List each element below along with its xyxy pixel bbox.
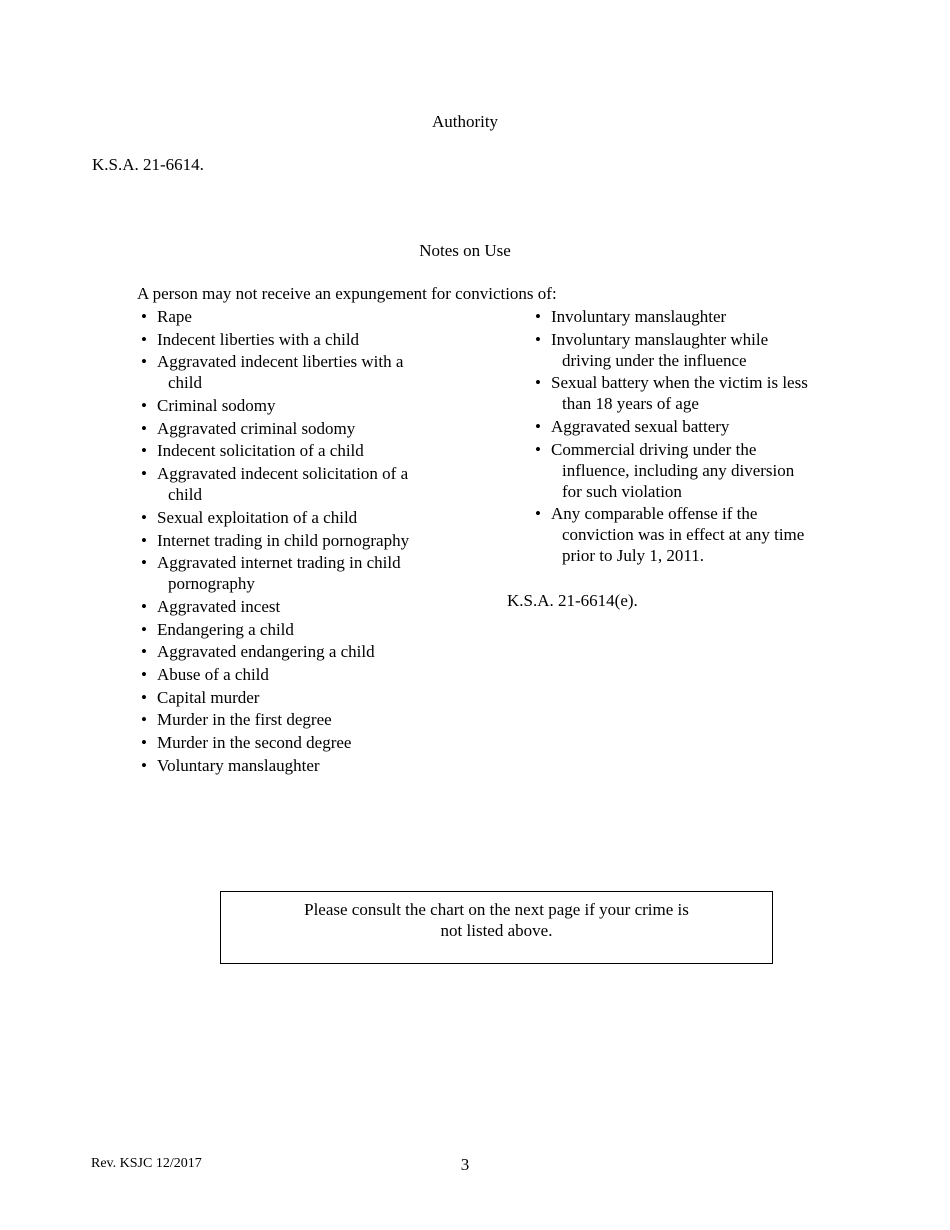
list-item-text: Commercial driving under the (551, 439, 757, 459)
list-item-text: Aggravated sexual battery (551, 417, 730, 437)
list-item (137, 732, 447, 753)
list-item (531, 306, 841, 327)
list-item (137, 395, 447, 416)
list-item (137, 755, 447, 776)
notice-line-1: Please consult the chart on the next page if your crime is (304, 900, 689, 919)
list-item-text: Aggravated incest (157, 596, 281, 616)
list-item (137, 641, 447, 662)
notice-line-2: not listed above. (440, 921, 553, 940)
list-item-continuation: child (168, 485, 202, 505)
list-item (531, 503, 841, 566)
list-item (137, 687, 447, 708)
list-item-text: Indecent solicitation of a child (157, 441, 364, 461)
notes-citation: K.S.A. 21-6614(e). (507, 591, 638, 610)
list-item-continuation: child (168, 373, 202, 393)
list-item-continuation: conviction was in effect at any time (562, 525, 805, 545)
notes-intro: A person may not receive an expungement for convictions of: (137, 284, 557, 303)
list-item-text: Indecent liberties with a child (157, 329, 360, 349)
list-item-text: Capital murder (157, 687, 260, 707)
list-item-text: Aggravated endangering a child (157, 642, 375, 662)
list-item-continuation: influence, including any diversion (562, 460, 795, 480)
list-item (137, 530, 447, 551)
list-item (531, 439, 841, 502)
list-item (531, 416, 841, 437)
footer-revision: Rev. KSJC 12/2017 (91, 1156, 202, 1171)
list-item (137, 619, 447, 640)
right-offense-list (531, 306, 841, 568)
footer-page-number: 3 (460, 1155, 470, 1174)
list-item-text: Internet trading in child pornography (157, 530, 410, 550)
list-item-text: Voluntary manslaughter (157, 755, 320, 775)
left-offense-list (137, 306, 447, 777)
list-item-continuation: driving under the influence (562, 350, 747, 370)
list-item-text: Aggravated indecent liberties with a (157, 352, 404, 372)
list-item-text: Rape (157, 307, 192, 326)
list-item-text: Murder in the second degree (157, 733, 352, 752)
list-item-text: Any comparable offense if the (551, 504, 758, 524)
list-item-text: Aggravated internet trading in child (157, 553, 401, 573)
list-item (137, 418, 447, 439)
list-item-text: Murder in the first degree (157, 710, 332, 730)
notice-box (220, 891, 773, 964)
list-item (137, 329, 447, 350)
list-item (137, 507, 447, 528)
list-item (137, 596, 447, 617)
list-item-continuation: prior to July 1, 2011. (562, 546, 704, 566)
list-item-text: Aggravated criminal sodomy (157, 418, 356, 438)
list-item (137, 664, 447, 685)
list-item-text: Aggravated indecent solicitation of a (157, 464, 409, 484)
notes-on-use-heading: Notes on Use (419, 241, 511, 260)
list-item (137, 463, 447, 505)
list-item-continuation: than 18 years of age (562, 394, 699, 414)
list-item (531, 329, 841, 371)
list-item (137, 709, 447, 730)
list-item-continuation: for such violation (562, 481, 682, 501)
list-item-continuation: pornography (168, 574, 255, 594)
list-item (137, 440, 447, 461)
list-item-text: Involuntary manslaughter (551, 307, 727, 326)
authority-heading: Authority (431, 112, 499, 131)
authority-citation: K.S.A. 21-6614. (92, 155, 204, 174)
list-item (137, 351, 447, 393)
notice-text (277, 899, 717, 941)
list-item-text: Abuse of a child (157, 664, 269, 684)
list-item (137, 552, 447, 594)
list-item-text: Criminal sodomy (157, 396, 276, 416)
list-item-text: Involuntary manslaughter while (551, 329, 769, 349)
list-item (531, 372, 841, 414)
list-item-text: Sexual battery when the victim is less (551, 373, 808, 393)
list-item-text: Endangering a child (157, 619, 294, 639)
list-item (137, 306, 447, 327)
list-item-text: Sexual exploitation of a child (157, 507, 358, 527)
